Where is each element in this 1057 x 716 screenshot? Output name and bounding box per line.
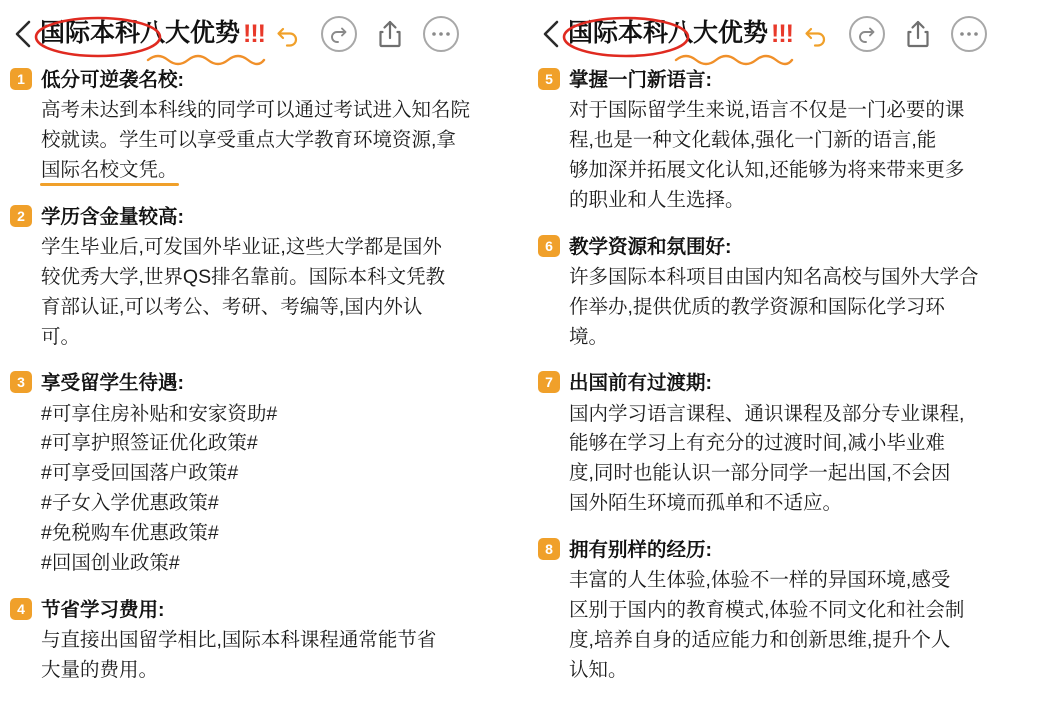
page-title: 国际本科八大优势 bbox=[568, 19, 769, 47]
item-body bbox=[41, 626, 514, 686]
item-line: #可享护照签证优化政策# bbox=[41, 432, 258, 455]
chevron-left-icon[interactable] bbox=[10, 17, 36, 51]
undo-icon[interactable] bbox=[799, 17, 833, 51]
item-title: 出国前有过渡期: bbox=[569, 372, 712, 395]
list-item bbox=[538, 536, 1042, 686]
item-line: 与直接出国留学相比,国际本科课程通常能节省 bbox=[41, 628, 437, 651]
right-title-wrap bbox=[566, 19, 793, 49]
item-body bbox=[41, 96, 514, 185]
item-line: 境。 bbox=[569, 325, 609, 348]
item-title: 低分可逆袭名校: bbox=[41, 69, 184, 91]
item-head bbox=[10, 66, 514, 94]
highlighted-text: 国际名校文凭。 bbox=[41, 156, 178, 186]
item-body bbox=[41, 233, 514, 352]
item-line: 许多国际本科项目由国内知名高校与国外大学合 bbox=[569, 265, 979, 288]
item-line: 国外陌生环境而孤单和不适应。 bbox=[569, 492, 843, 515]
more-options-icon[interactable] bbox=[951, 16, 987, 52]
item-head bbox=[538, 536, 1042, 564]
list-item bbox=[538, 66, 1042, 216]
item-title: 节省学习费用: bbox=[41, 598, 165, 621]
item-line: 学生毕业后,可发国外毕业证,这些大学都是国外 bbox=[41, 236, 442, 259]
item-body bbox=[569, 566, 1042, 685]
item-line: 认知。 bbox=[569, 658, 628, 681]
list-item bbox=[10, 369, 514, 578]
share-icon[interactable] bbox=[901, 17, 935, 51]
item-number-badge: 4 bbox=[10, 598, 32, 620]
item-head bbox=[10, 203, 514, 231]
list-item bbox=[10, 66, 514, 186]
item-body bbox=[569, 96, 1042, 215]
left-content bbox=[10, 62, 514, 685]
left-page-panel bbox=[0, 0, 528, 716]
item-title: 掌握一门新语言: bbox=[569, 69, 712, 91]
item-line: 校就读。学生可以享受重点大学教育环境资源,拿 bbox=[41, 129, 456, 152]
item-line: 度,培养自身的适应能力和创新思维,提升个人 bbox=[569, 628, 951, 651]
item-line: 丰富的人生体验,体验不一样的异国环境,感受 bbox=[569, 569, 951, 592]
item-line: #可享住房补贴和安家资助# bbox=[41, 402, 278, 425]
list-item bbox=[10, 596, 514, 686]
item-body bbox=[569, 263, 1042, 352]
redo-icon[interactable] bbox=[849, 16, 885, 52]
list-item bbox=[538, 369, 1042, 519]
item-line: 够加深并拓展文化认知,还能够为将来带来更多 bbox=[569, 158, 965, 181]
left-title-wrap bbox=[38, 19, 265, 49]
item-line: 作举办,提供优质的教学资源和国际化学习环 bbox=[569, 295, 945, 318]
item-line: #子女入学优惠政策# bbox=[41, 492, 219, 515]
page-title: 国际本科八大优势 bbox=[40, 19, 241, 47]
item-head bbox=[538, 369, 1042, 397]
item-number-badge: 7 bbox=[538, 371, 560, 393]
left-header-icons bbox=[271, 16, 459, 52]
item-body bbox=[41, 400, 514, 579]
item-line: 高考未达到本科线的同学可以通过考试进入知名院 bbox=[41, 99, 471, 122]
item-title: 教学资源和氛围好: bbox=[569, 235, 732, 258]
item-line: 区别于国内的教育模式,体验不同文化和社会制 bbox=[569, 599, 965, 621]
item-line: 程,也是一种文化载体,强化一门新的语言,能 bbox=[569, 129, 937, 152]
item-number-badge: 6 bbox=[538, 235, 560, 257]
chevron-left-icon[interactable] bbox=[538, 17, 564, 51]
item-line: 能够在学习上有充分的过渡时间,减小毕业难 bbox=[569, 432, 945, 455]
more-options-icon[interactable] bbox=[423, 16, 459, 52]
list-item bbox=[538, 233, 1042, 353]
item-head bbox=[10, 369, 514, 397]
item-line: 对于国际留学生来说,语言不仅是一门必要的课 bbox=[569, 99, 965, 122]
item-line: 的职业和人生选择。 bbox=[569, 188, 745, 211]
title-exclamation: !!! bbox=[771, 19, 793, 48]
item-line: 可。 bbox=[41, 325, 81, 348]
item-line bbox=[41, 156, 514, 186]
item-line: #可享受回国落户政策# bbox=[41, 462, 239, 485]
item-line: #回国创业政策# bbox=[41, 551, 180, 574]
right-content bbox=[538, 62, 1042, 685]
item-number-badge: 3 bbox=[10, 371, 32, 393]
right-page-panel bbox=[528, 0, 1056, 716]
item-title: 享受留学生待遇: bbox=[41, 372, 184, 395]
item-line: #免税购车优惠政策# bbox=[41, 521, 219, 544]
item-head bbox=[538, 66, 1042, 94]
item-body bbox=[569, 400, 1042, 519]
item-title: 学历含金量较高: bbox=[41, 205, 184, 228]
item-title: 拥有别样的经历: bbox=[569, 538, 712, 561]
right-header-icons bbox=[799, 16, 987, 52]
share-icon[interactable] bbox=[373, 17, 407, 51]
item-line: 度,同时也能认识一部分同学一起出国,不会因 bbox=[569, 462, 951, 485]
item-line: 国内学习语言课程、通识课程及部分专业课程, bbox=[569, 402, 965, 425]
item-number-badge: 8 bbox=[538, 538, 560, 560]
item-number-badge: 5 bbox=[538, 68, 560, 90]
item-head bbox=[538, 233, 1042, 261]
redo-icon[interactable] bbox=[321, 16, 357, 52]
title-exclamation: !!! bbox=[243, 19, 265, 48]
item-head bbox=[10, 596, 514, 624]
item-number-badge: 1 bbox=[10, 68, 32, 90]
item-line: 大量的费用。 bbox=[41, 658, 159, 681]
left-header-bar bbox=[10, 0, 514, 62]
undo-icon[interactable] bbox=[271, 17, 305, 51]
item-number-badge: 2 bbox=[10, 205, 32, 227]
list-item bbox=[10, 203, 514, 353]
item-line: 育部认证,可以考公、考研、考编等,国内外认 bbox=[41, 295, 423, 318]
item-line: 较优秀大学,世界QS排名靠前。国际本科文凭教 bbox=[41, 265, 446, 288]
right-header-bar bbox=[538, 0, 1042, 62]
